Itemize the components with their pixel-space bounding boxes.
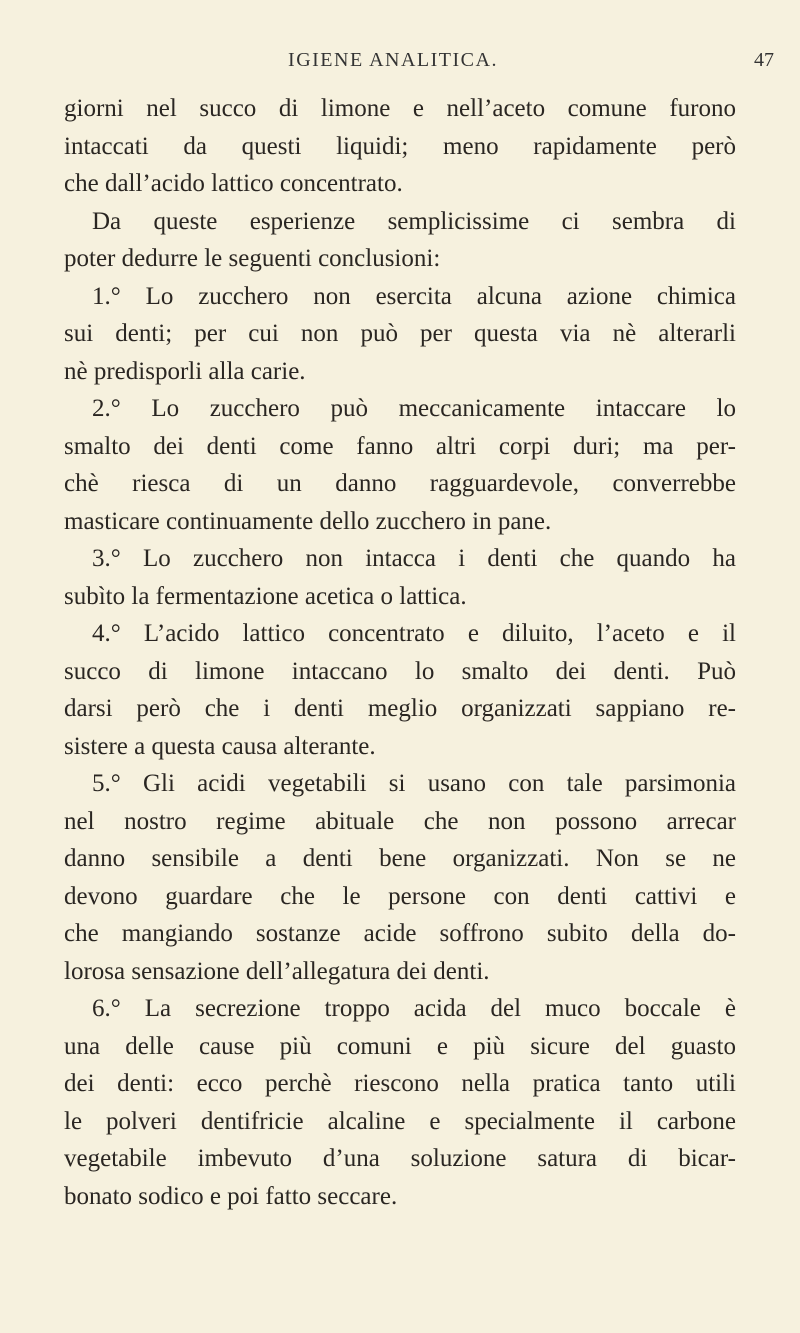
text-line: sui denti; per cui non può per questa via nè alterarli <box>64 320 736 347</box>
text-line: subìto la fermentazione acetica o lattica. <box>64 582 467 610</box>
text-line: lorosa sensazione dell’allegatura dei denti. <box>64 957 490 985</box>
text-line: poter dedurre le seguenti conclusioni: <box>64 245 441 272</box>
list-item-4-line: 4.° L’acido lattico concentrato e diluito, l’aceto e il <box>92 620 736 647</box>
text-line: intaccati da questi liquidi; meno rapidamente però <box>64 132 736 160</box>
page-number: 47 <box>754 49 774 71</box>
page-header <box>0 49 800 75</box>
text-line: che dall’acido lattico concentrato. <box>64 170 403 197</box>
text-line: bonato sodico e poi fatto seccare. <box>64 1182 398 1210</box>
text-line: vegetabile imbevuto d’una soluzione satura di bicar- <box>64 1145 736 1172</box>
text-line: che mangiando sostanze acide soffrono subito della do- <box>64 920 736 947</box>
text-line: danno sensibile a denti bene organizzati. Non se ne <box>64 845 736 872</box>
text-line: darsi però che i denti meglio organizzati sappiano re- <box>64 695 736 722</box>
text-line: dei denti: ecco perchè riescono nella pratica tanto utili <box>64 1070 736 1097</box>
text-line: chè riesca di un danno ragguardevole, converrebbe <box>64 470 736 497</box>
running-title: IGIENE ANALITICA. <box>288 49 498 71</box>
text-line: devono guardare che le persone con denti cattivi e <box>64 882 736 910</box>
list-item-5-line: 5.° Gli acidi vegetabili si usano con tale parsimonia <box>92 770 736 797</box>
text-line: masticare continuamente dello zucchero in pane. <box>64 507 552 535</box>
text-line: una delle cause più comuni e più sicure del guasto <box>64 1032 736 1060</box>
text-line: giorni nel succo di limone e nell’aceto comune furono <box>64 95 736 122</box>
text-line: sistere a questa causa alterante. <box>64 732 376 760</box>
list-item-1-line: 1.° Lo zucchero non esercita alcuna azione chimica <box>92 282 736 310</box>
text-line: smalto dei denti come fanno altri corpi duri; ma per- <box>64 432 736 460</box>
text-line: nel nostro regime abituale che non possono arrecar <box>64 807 736 835</box>
text-line: Da queste esperienze semplicissime ci sembra di <box>92 207 736 235</box>
list-item-2-line: 2.° Lo zucchero può meccanicamente intaccare lo <box>92 395 736 422</box>
body-text <box>64 90 736 1215</box>
text-line: nè predisporli alla carie. <box>64 357 306 385</box>
text-line: le polveri dentifricie alcaline e specialmente il carbone <box>64 1107 736 1135</box>
list-item-6-line: 6.° La secrezione troppo acida del muco boccale è <box>92 995 736 1022</box>
text-line: succo di limone intaccano lo smalto dei denti. Può <box>64 657 736 685</box>
list-item-3-line: 3.° Lo zucchero non intacca i denti che quando ha <box>92 545 736 572</box>
